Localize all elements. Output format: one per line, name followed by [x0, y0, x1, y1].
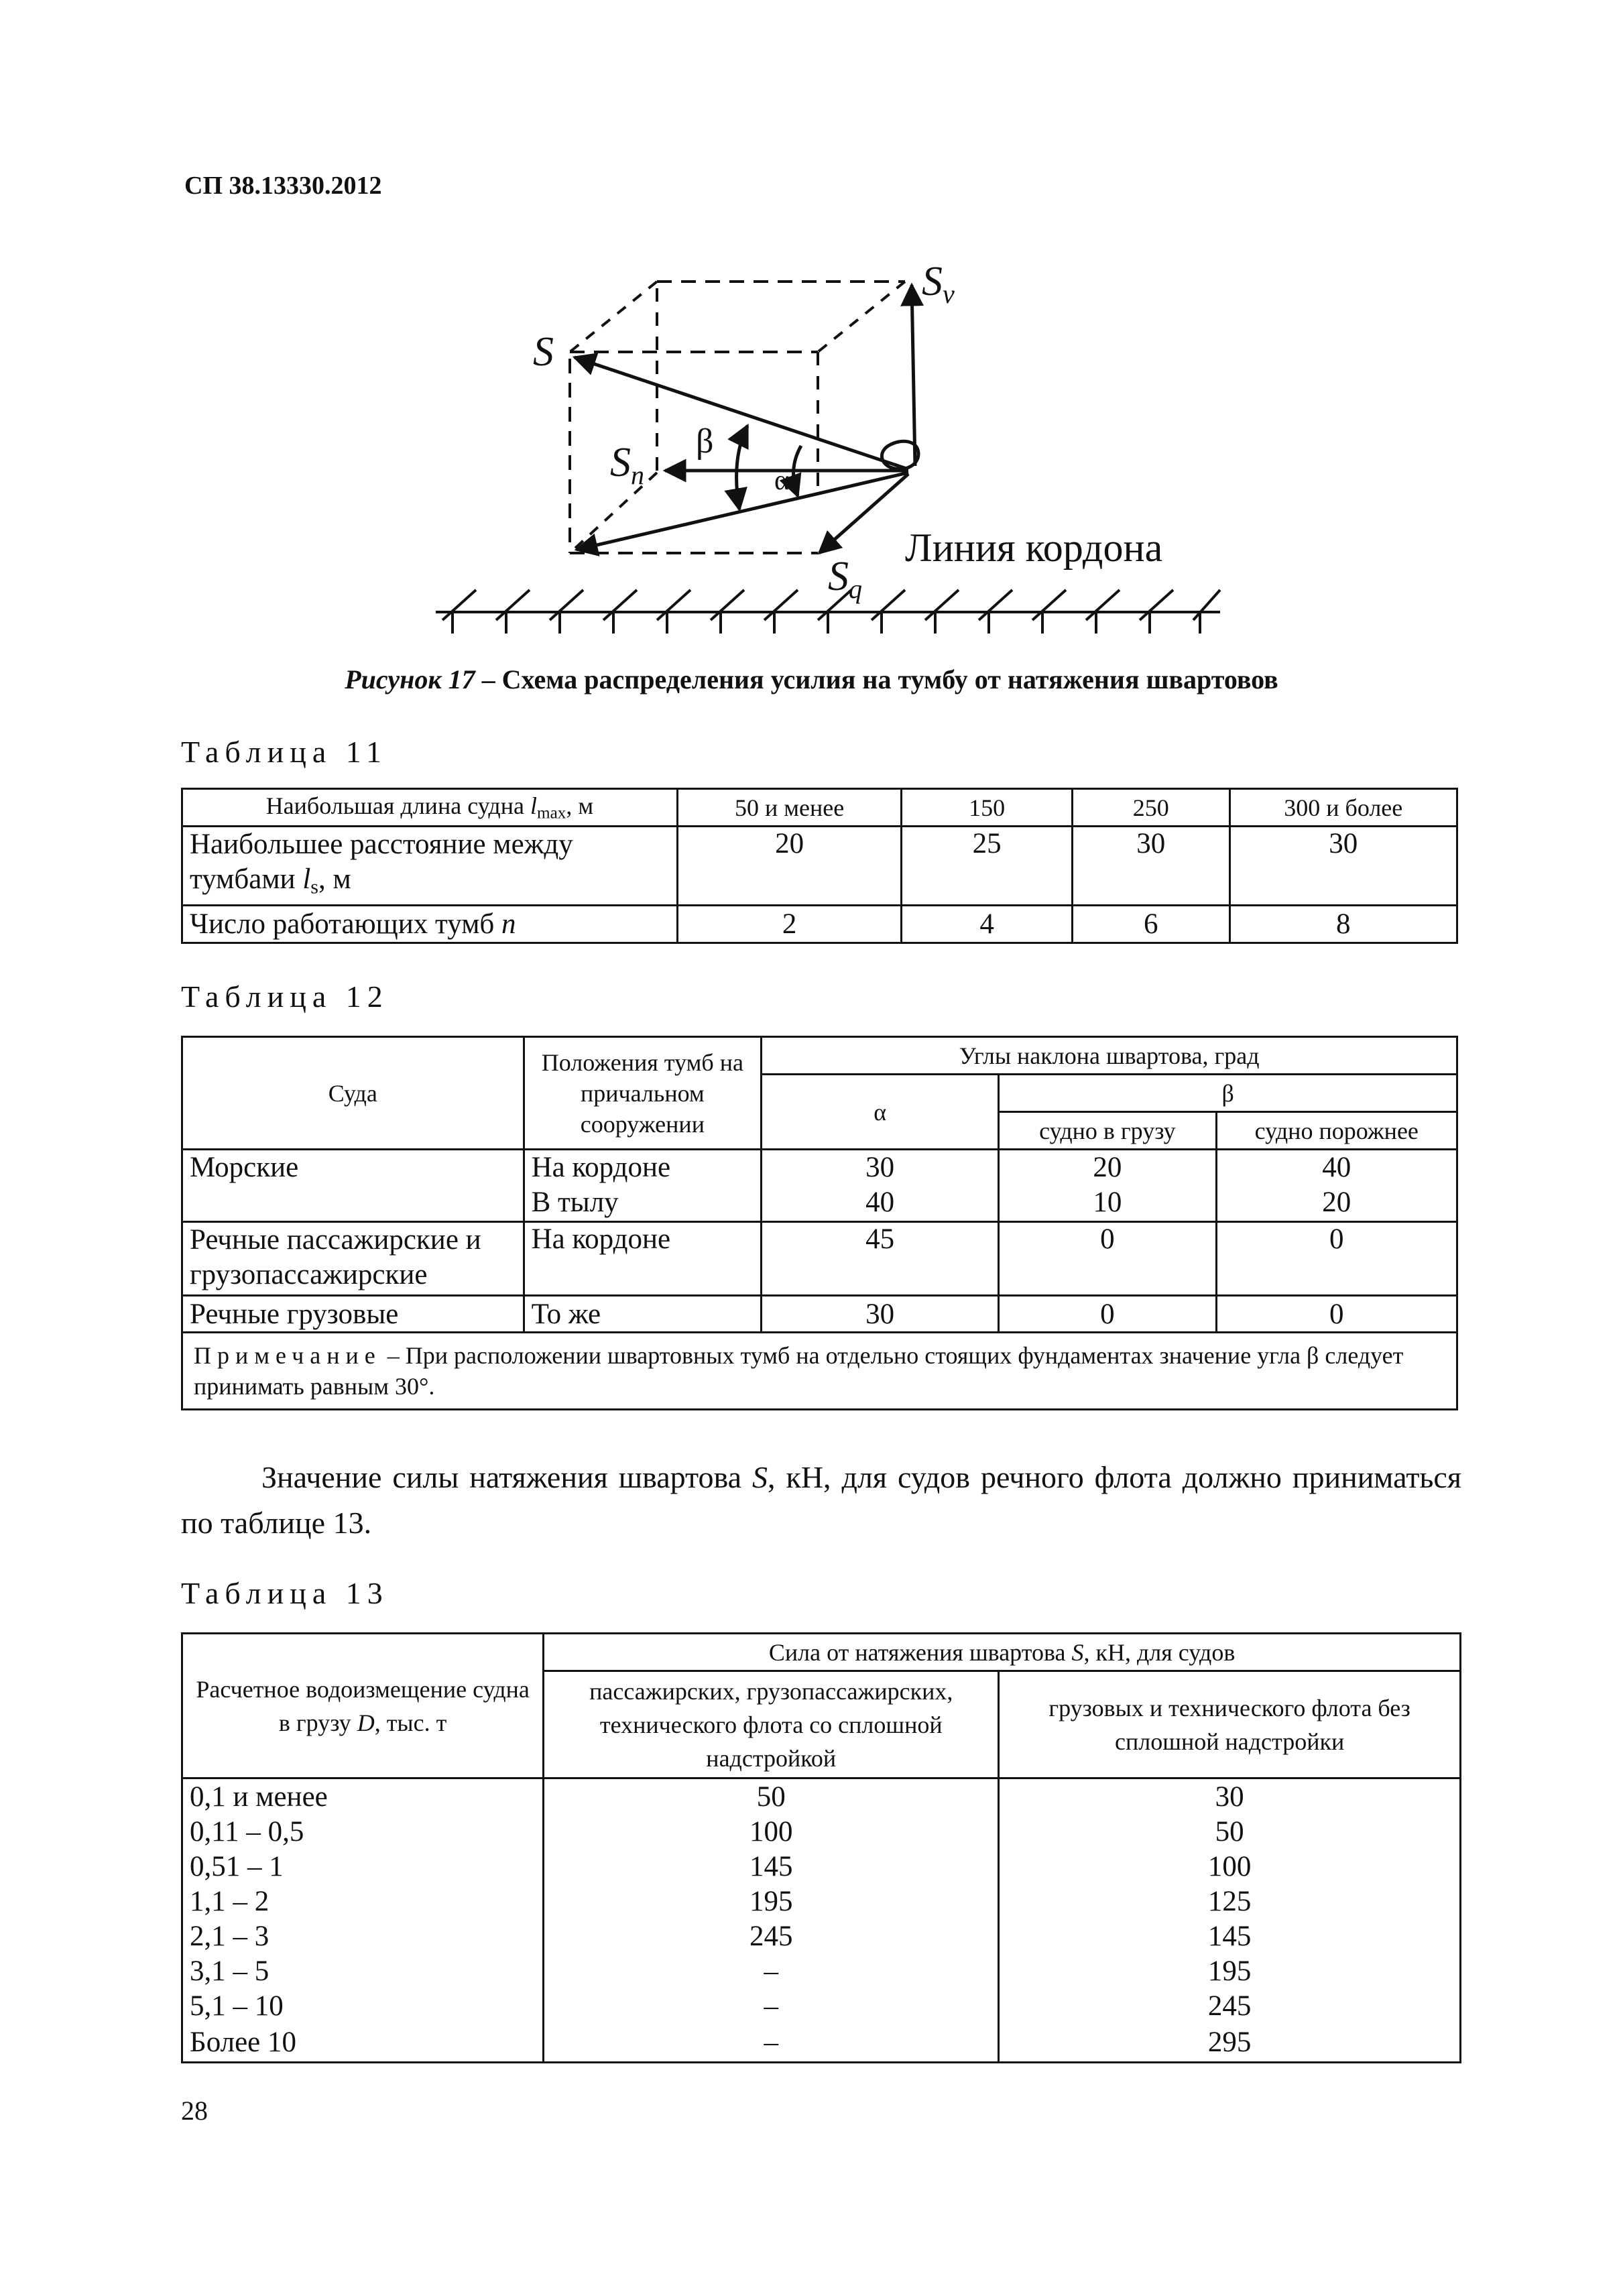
table12-header-alpha: α	[762, 1075, 999, 1150]
table12-cell-loaded: 0	[999, 1222, 1216, 1296]
label-cordon-line: Линия кордона	[905, 526, 1163, 570]
table13-cell-b: 125	[999, 1884, 1461, 1919]
table13-cell-b: 50	[999, 1815, 1461, 1850]
table12-note-text: – При расположении швартовных тумб на отдельно стоящих фундаментах значение угла β следует принимать равным 30°.	[194, 1342, 1404, 1400]
table13-cell-a: 100	[544, 1815, 999, 1850]
table13-cell-a: –	[544, 2024, 999, 2063]
table12-header-position: Положения тумб на причальном сооружении	[524, 1037, 762, 1150]
table12-cell-ship: Морские	[182, 1150, 524, 1185]
table13-cell-disp: Более 10	[182, 2024, 544, 2063]
table11-cell: 4	[902, 905, 1073, 943]
label-beta: β	[696, 422, 714, 461]
table11-cell: 25	[902, 827, 1073, 906]
table12-cell-pos: На кордоне	[524, 1222, 762, 1296]
table13-cell-a: 50	[544, 1778, 999, 1815]
page-number: 28	[181, 2096, 208, 2126]
table12-cell-empty: 0	[1216, 1296, 1457, 1333]
table12-header-ships: Суда	[182, 1037, 524, 1150]
table11-col: 150	[902, 789, 1073, 827]
table13-cell-disp: 1,1 – 2	[182, 1884, 544, 1919]
figure-caption-prefix: Рисунок 17	[345, 664, 475, 694]
table13-cell-b: 195	[999, 1954, 1461, 1989]
table12-header-angles: Углы наклона швартова, град	[762, 1037, 1457, 1075]
table12-header-beta: β	[999, 1075, 1457, 1112]
table13-cell-a: 245	[544, 1919, 999, 1954]
table13-cell-b: 295	[999, 2024, 1461, 2063]
table11-cell: 8	[1229, 905, 1457, 943]
label-Sq: S	[828, 554, 849, 599]
table11-row-count-label: Число работающих тумб n	[182, 905, 678, 943]
label-Sv: S	[922, 259, 943, 304]
table12-cell-pos: На кордоне	[524, 1150, 762, 1185]
table12-cell-empty: 40	[1216, 1150, 1457, 1185]
table12-cell-ship	[182, 1185, 524, 1222]
table12-cell-alpha: 30	[762, 1296, 999, 1333]
label-Sn: S	[610, 440, 631, 485]
table13-header-displacement: Расчетное водоизмещение судна в грузу D, тыс. т	[182, 1634, 544, 1778]
svg-text:Sv	[922, 259, 955, 309]
table13-cell-b: 145	[999, 1919, 1461, 1954]
table11-col: 250	[1072, 789, 1229, 827]
table13-cell-disp: 0,1 и менее	[182, 1778, 544, 1815]
table11-cell: 20	[677, 827, 901, 906]
table12-label: Таблица 12	[181, 979, 389, 1014]
table11-cell: 30	[1072, 827, 1229, 906]
document-code: СП 38.13330.2012	[184, 172, 382, 200]
table12-cell-loaded: 0	[999, 1296, 1216, 1333]
table11-col: 300 и более	[1229, 789, 1457, 827]
force-vectors	[575, 285, 918, 553]
table12-cell-empty: 0	[1216, 1222, 1457, 1296]
table13	[181, 1632, 1461, 2063]
mooring-force-diagram	[416, 251, 1254, 667]
table12-cell-loaded: 10	[999, 1185, 1216, 1222]
table13-cell-disp: 2,1 – 3	[182, 1919, 544, 1954]
table11	[181, 788, 1458, 944]
table13-header-force: Сила от натяжения швартова S, кН, для судов	[544, 1634, 1461, 1671]
svg-text:Sn	[610, 440, 644, 490]
table11-header-length: Наибольшая длина судна lmax, м	[182, 789, 678, 827]
table13-cell-disp: 3,1 – 5	[182, 1954, 544, 1989]
table12-cell-alpha: 30	[762, 1150, 999, 1185]
table12-cell-ship: Речные грузовые	[182, 1296, 524, 1333]
label-Sn-sub: n	[631, 460, 644, 490]
label-Sv-sub: v	[943, 279, 955, 309]
body-paragraph: Значение силы натяжения швартова S, кН, для судов речного флота должно приниматься по таблице 13.	[181, 1460, 1461, 1540]
table13-header-col2: грузовых и технического флота без сплошной надстройки	[999, 1671, 1461, 1778]
table12-cell-pos: В тылу	[524, 1185, 762, 1222]
table13-cell-a: 145	[544, 1850, 999, 1884]
table12-cell-alpha: 40	[762, 1185, 999, 1222]
table11-label: Таблица 11	[181, 735, 388, 769]
table12-cell-loaded: 20	[999, 1150, 1216, 1185]
table11-cell: 2	[677, 905, 901, 943]
table13-cell-b: 30	[999, 1778, 1461, 1815]
table13-cell-disp: 0,11 – 0,5	[182, 1815, 544, 1850]
figure-caption	[0, 664, 1623, 695]
table11-cell: 6	[1072, 905, 1229, 943]
table11-col: 50 и менее	[677, 789, 901, 827]
table13-cell-a: –	[544, 1954, 999, 1989]
table13-label: Таблица 13	[181, 1576, 389, 1610]
table11-cell: 30	[1229, 827, 1457, 906]
label-S: S	[533, 329, 554, 375]
table13-cell-b: 100	[999, 1850, 1461, 1884]
svg-text:Sq	[828, 554, 862, 604]
table12-note	[182, 1333, 1457, 1410]
figure-caption-text: – Схема распределения усилия на тумбу от натяжения швартовов	[475, 664, 1278, 694]
table13-cell-a: 195	[544, 1884, 999, 1919]
label-alpha: α	[774, 465, 790, 496]
table12	[181, 1036, 1458, 1410]
table12-cell-pos: То же	[524, 1296, 762, 1333]
table13-cell-disp: 5,1 – 10	[182, 1989, 544, 2024]
table13-cell-b: 245	[999, 1989, 1461, 2024]
table11-row-distance-label: Наибольшее расстояние между тумбами ls, м	[182, 827, 678, 906]
table13-cell-disp: 0,51 – 1	[182, 1850, 544, 1884]
table12-cell-empty: 20	[1216, 1185, 1457, 1222]
table13-cell-a: –	[544, 1989, 999, 2024]
label-Sq-sub: q	[849, 574, 862, 604]
table12-header-empty: судно порожнее	[1216, 1112, 1457, 1150]
table12-cell-alpha: 45	[762, 1222, 999, 1296]
table13-header-col1: пассажирских, грузопассажирских, технического флота со сплошной надстройкой	[544, 1671, 999, 1778]
table12-cell-ship: Речные пассажирские и грузопассажирские	[182, 1222, 524, 1296]
table12-header-loaded: судно в грузу	[999, 1112, 1216, 1150]
table12-note-label: Примечание	[194, 1342, 381, 1369]
